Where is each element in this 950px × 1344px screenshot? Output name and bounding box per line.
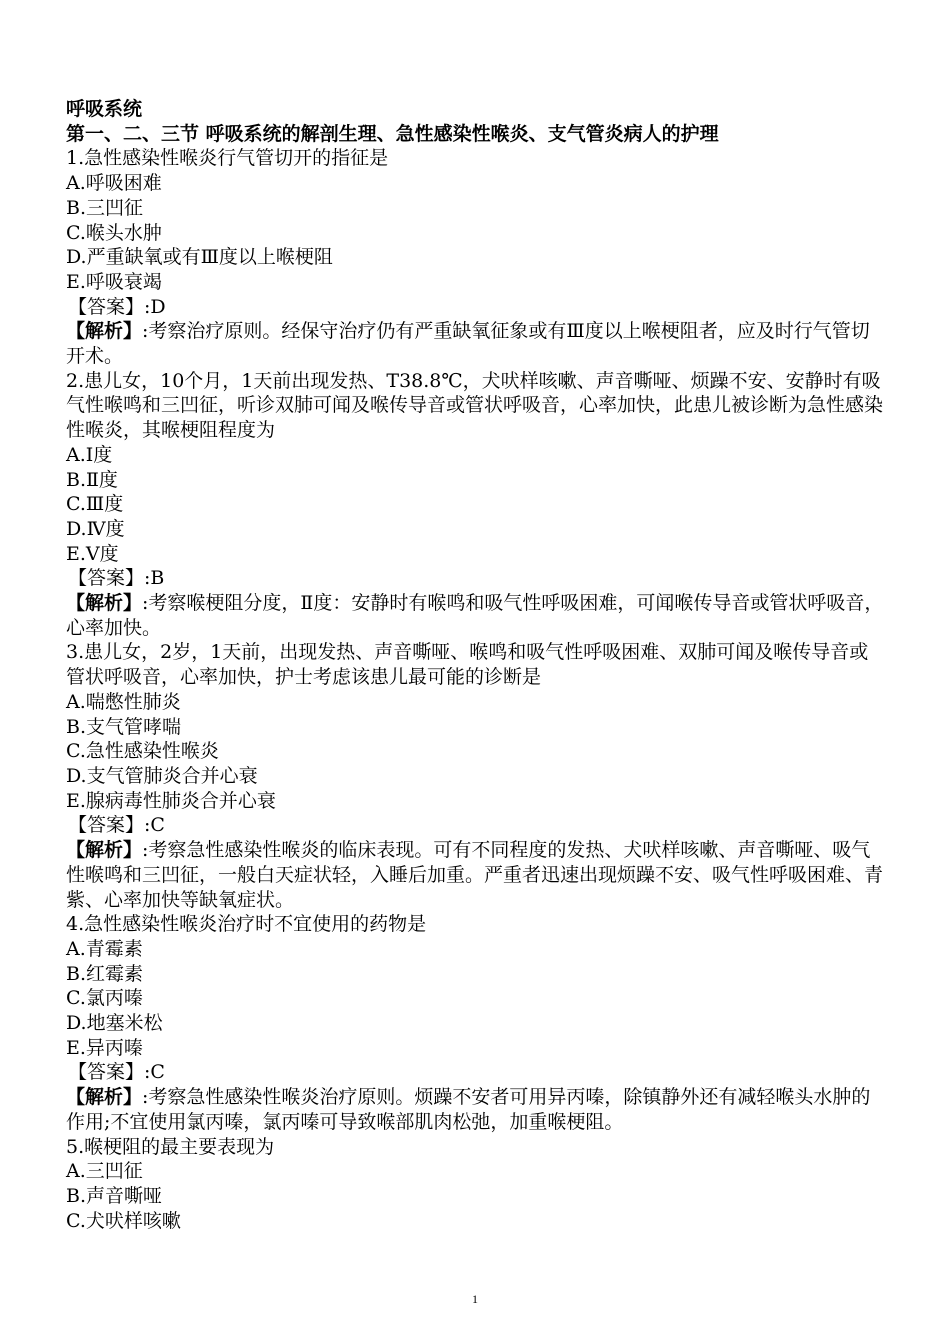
analysis-text: :考察急性感染性喉炎治疗原则。烦躁不安者可用异丙嗪，除镇静外还有减轻喉头水肿的作用;不宜使用氯丙嗪，氯丙嗪可导致喉部肌肉松弛，加重喉梗阻。 xyxy=(66,1086,871,1133)
option-c: C.氯丙嗪 xyxy=(66,987,143,1010)
question-block xyxy=(66,369,886,641)
analysis-text: :考察急性感染性喉炎的临床表现。可有不同程度的发热、犬吠样咳嗽、声音嘶哑、吸气性喉鸣和三凹征，一般白天症状轻，入睡后加重。严重者迅速出现烦躁不安、吸气性呼吸困难、青紫、心率加快等缺氧症状。 xyxy=(66,839,884,911)
answer-line xyxy=(66,566,886,591)
option-a: A.Ⅰ度 xyxy=(66,443,113,466)
answer-label: 【答案】 xyxy=(68,814,145,837)
analysis-text: :考察喉梗阻分度，Ⅱ度：安静时有喉鸣和吸气性呼吸困难，可闻喉传导音或管状呼吸音，心率加快。 xyxy=(66,592,884,639)
document-title: 呼吸系统 xyxy=(66,98,143,120)
option-b: B.支气管哮喘 xyxy=(66,715,182,738)
analysis-label: 【解析】 xyxy=(66,320,143,343)
option-d: D.Ⅳ度 xyxy=(66,517,125,540)
analysis-line xyxy=(66,838,886,912)
question-stem: 4.急性感染性喉炎治疗时不宜使用的药物是 xyxy=(66,913,427,936)
question-stem: 3.患儿女，2岁，1天前，出现发热、声音嘶哑、喉鸣和吸气性呼吸困难、双肺可闻及喉传导音或管状呼吸音，心率加快，护士考虑该患儿最可能的诊断是 xyxy=(66,641,869,689)
answer-value: :D xyxy=(144,295,166,318)
analysis-label: 【解析】 xyxy=(66,839,143,862)
answer-line xyxy=(66,813,886,838)
answer-label: 【答案】 xyxy=(68,1061,145,1084)
option-b: B.声音嘶哑 xyxy=(66,1184,163,1207)
option-c: C.喉头水肿 xyxy=(66,221,162,244)
question-block xyxy=(66,912,886,1134)
analysis-label: 【解析】 xyxy=(66,1086,143,1109)
document-page xyxy=(66,97,886,1233)
analysis-label: 【解析】 xyxy=(66,592,143,615)
answer-value: :C xyxy=(144,814,165,837)
option-e: E.呼吸衰竭 xyxy=(66,270,162,293)
option-e: E.Ⅴ度 xyxy=(66,542,119,565)
question-block xyxy=(66,1135,886,1234)
answer-label: 【答案】 xyxy=(68,567,145,590)
analysis-line xyxy=(66,319,886,368)
answer-value: :B xyxy=(144,567,165,590)
option-a: A.喘憋性肺炎 xyxy=(66,690,181,713)
option-d: D.严重缺氧或有Ⅲ度以上喉梗阻 xyxy=(66,246,333,269)
question-block xyxy=(66,146,886,368)
option-b: B.Ⅱ度 xyxy=(66,468,118,491)
option-d: D.地塞米松 xyxy=(66,1012,163,1035)
option-c: C.Ⅲ度 xyxy=(66,493,124,516)
option-e: E.腺病毒性肺炎合并心衰 xyxy=(66,789,276,812)
analysis-text: :考察治疗原则。经保守治疗仍有严重缺氧征象或有Ⅲ度以上喉梗阻者，应及时行气管切开术。 xyxy=(66,320,870,368)
answer-line xyxy=(66,295,886,320)
option-e: E.异丙嗪 xyxy=(66,1036,143,1059)
analysis-line xyxy=(66,1085,886,1134)
option-b: B.三凹征 xyxy=(66,196,144,219)
option-d: D.支气管肺炎合并心衰 xyxy=(66,764,258,787)
option-a: A.呼吸困难 xyxy=(66,172,162,195)
analysis-line xyxy=(66,591,886,640)
option-a: A.三凹征 xyxy=(66,1160,143,1183)
page-number: 1 xyxy=(472,1292,478,1306)
question-stem: 2.患儿女，10个月，1天前出现发热、T38.8℃，犬吠样咳嗽、声音嘶哑、烦躁不安、安静时有吸气性喉鸣和三凹征，听诊双肺可闻及喉传导音或管状呼吸音，心率加快，此患儿被诊断为急性感染性喉炎，其喉梗阻程度为 xyxy=(66,369,884,442)
option-c: C.急性感染性喉炎 xyxy=(66,740,219,763)
option-c: C.犬吠样咳嗽 xyxy=(66,1209,181,1232)
answer-line xyxy=(66,1060,886,1085)
question-stem: 5.喉梗阻的最主要表现为 xyxy=(66,1135,275,1158)
question-block xyxy=(66,640,886,912)
answer-value: :C xyxy=(144,1061,165,1084)
option-a: A.青霉素 xyxy=(66,937,143,960)
option-b: B.红霉素 xyxy=(66,962,144,985)
answer-label: 【答案】 xyxy=(68,295,145,318)
question-stem: 1.急性感染性喉炎行气管切开的指征是 xyxy=(66,147,389,170)
section-heading: 第一、二、三节 呼吸系统的解剖生理、急性感染性喉炎、支气管炎病人的护理 xyxy=(66,122,719,145)
